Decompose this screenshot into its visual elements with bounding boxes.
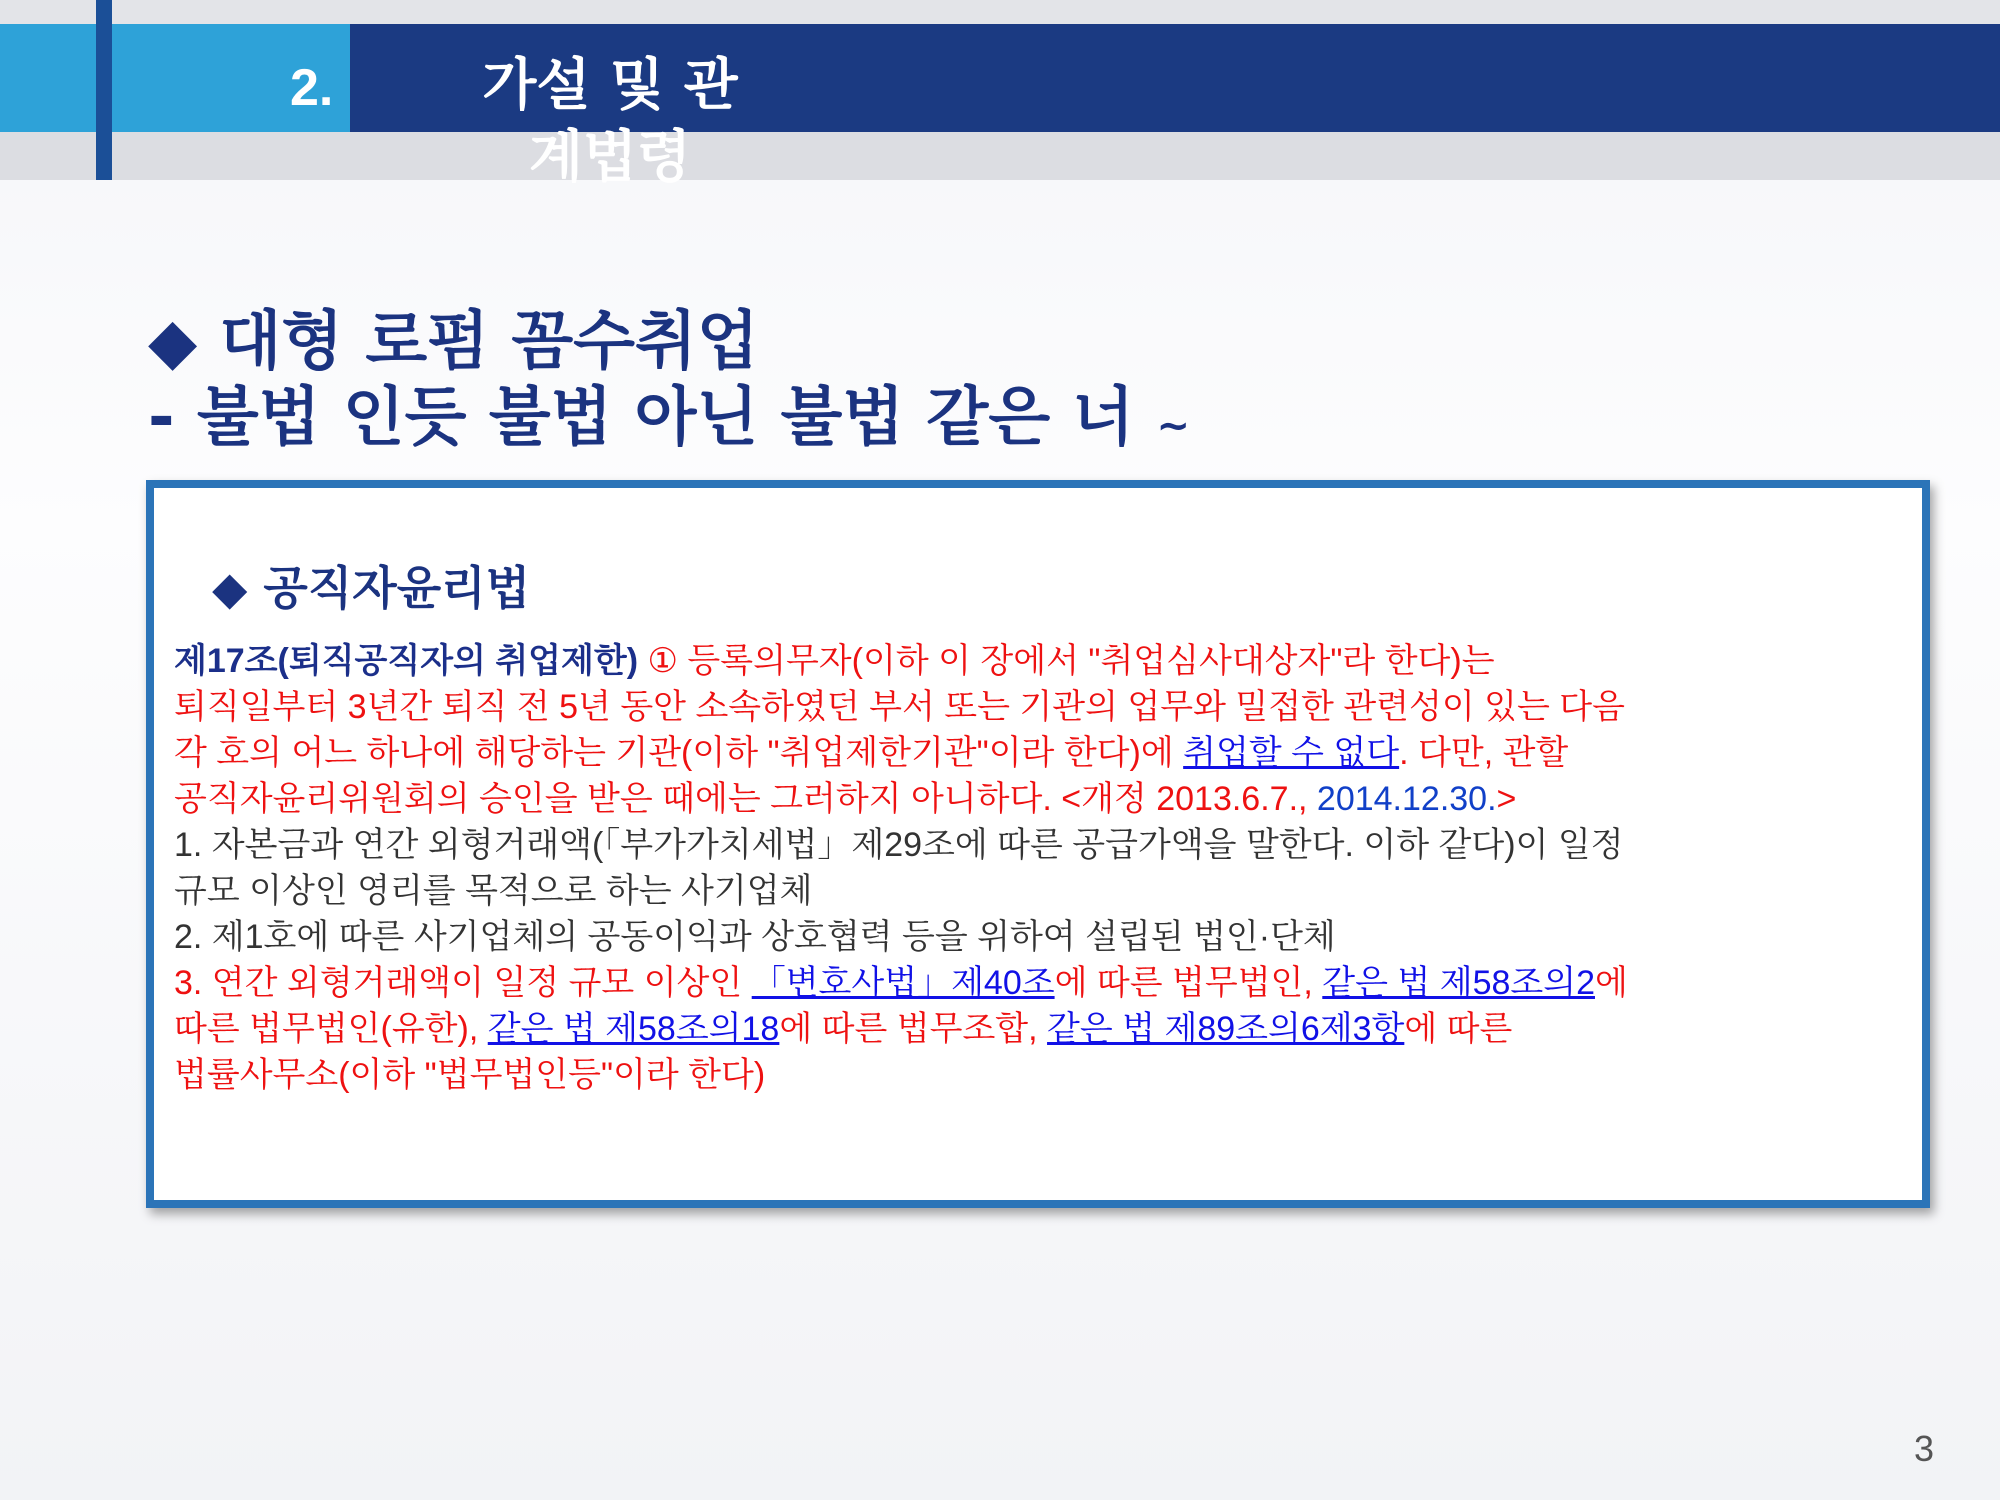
item-3-line-3: 법률사무소(이하 "법무법인등"이라 한다) [174,1056,766,1094]
article-text-segment: . 다만, 관할 [1399,734,1569,772]
article-text-segment: 각 호의 어느 하나에 해당하는 기관(이하 "취업제한기관"이라 한다)에 [174,734,1184,772]
section-title: 가설 및 관계법령 [482,53,738,190]
article-line-4 [174,776,1914,822]
article-text-segment: 에 [1594,964,1628,1002]
article-line-2: 퇴직일부터 3년간 퇴직 전 5년 동안 소속하였던 부서 또는 기관의 업무와 밀접한 관련성이 있는 다음 [174,688,1625,726]
article-line-1 [174,638,1914,684]
page-number: 3 [1914,1428,1935,1469]
slide-heading-line2 [148,380,1190,464]
amendment-date-link[interactable]: 2014.12.30. [1316,780,1497,818]
law-link-attorney-act-40[interactable]: 「변호사법」제40조 [751,964,1055,1002]
law-name-heading: ◆ 공직자윤리법 [212,561,531,615]
slide-heading [148,304,1190,464]
law-link-article-89-6[interactable]: 같은 법 제89조의6제3항 [1047,1010,1405,1048]
slide-heading-line2-text: - 불법 인듯 불법 아닌 불법 같은 너 [148,381,1135,455]
item-3-line-2 [174,1006,1914,1052]
law-content-box [146,480,1930,1208]
item-3-line-1 [174,960,1914,1006]
article-text-segment: 에 따른 법무조합, [779,1010,1048,1048]
law-link-employment-ban[interactable]: 취업할 수 없다 [1183,734,1400,772]
article-text-segment: 공직자윤리위원회의 승인을 받은 때에는 그러하지 아니하다. [174,780,1062,818]
header-accent-bar [96,0,112,180]
item-2: 2. 제1호에 따른 사기업체의 공동이익과 상호협력 등을 위하여 설립된 법인·단체 [174,918,1336,956]
amendment-note-close: > [1496,780,1517,818]
header-top-strip [0,0,2000,24]
item-1-line-1: 1. 자본금과 연간 외형거래액(「부가가치세법」제29조에 따른 공급가액을 말한다. 이하 같다)이 일정 [174,826,1624,864]
slide-heading-line1: ◆ 대형 로펌 꼼수취업 [148,305,759,379]
slide-heading-tilde: ~ [1156,403,1191,449]
article-text-segment: 3. 연간 외형거래액이 일정 규모 이상인 [174,964,752,1002]
law-link-article-58-2[interactable]: 같은 법 제58조의2 [1322,964,1595,1002]
article-text-segment: 에 따른 [1404,1010,1513,1048]
article-line-3 [174,730,1914,776]
section-number: 2. [290,59,334,117]
article-text-segment: 따른 법무법인(유한), [174,1010,488,1048]
item-1-line-2: 규모 이상인 영리를 목적으로 하는 사기업체 [174,872,813,910]
article-text-segment: 에 따른 법무법인, [1054,964,1323,1002]
paragraph-mark: ① [647,641,678,681]
amendment-note-prefix: <개정 2013.6.7., [1061,780,1317,818]
article-text [174,638,1914,1098]
law-link-article-58-18[interactable]: 같은 법 제58조의18 [487,1010,780,1048]
article-title: 제17조(퇴직공직자의 취업제한) [174,642,639,680]
header-bottom-strip [0,132,2000,180]
article-text-segment: 등록의무자(이하 이 장에서 "취업심사대상자"라 한다)는 [677,642,1495,680]
